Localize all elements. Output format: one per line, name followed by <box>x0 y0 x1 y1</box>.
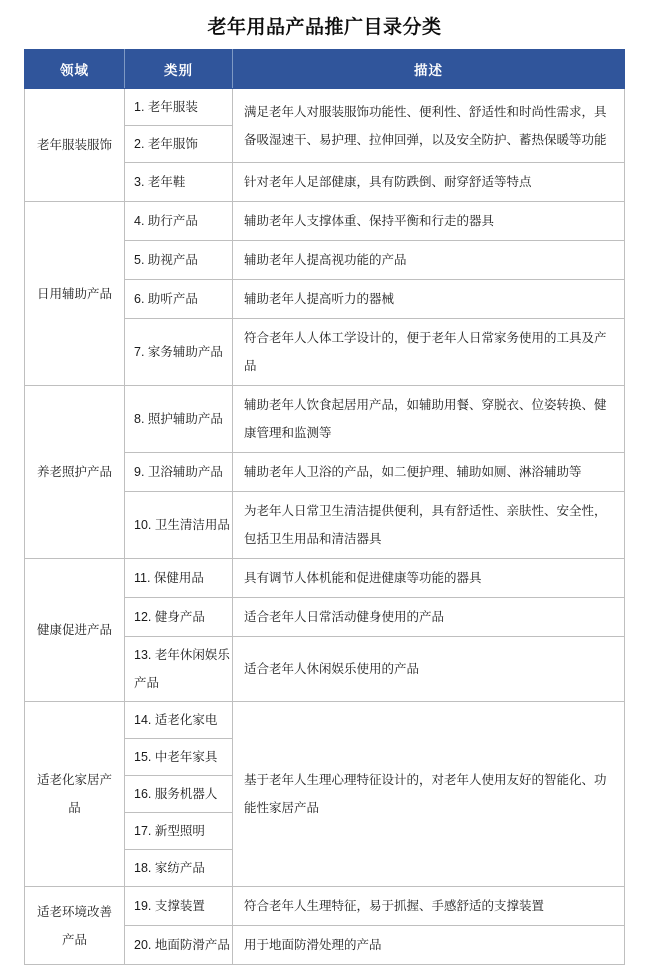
category-cell: 16. 服务机器人 <box>125 776 233 813</box>
description-cell: 具有调节人体机能和促进健康等功能的器具 <box>233 559 625 598</box>
table-row <box>25 89 625 126</box>
column-header-description: 描述 <box>233 50 625 89</box>
category-cell: 7. 家务辅助产品 <box>125 319 233 386</box>
description-cell: 辅助老年人饮食起居用产品，如辅助用餐、穿脱衣、位姿转换、健康管理和监测等 <box>233 386 625 453</box>
description-cell: 符合老年人生理特征，易于抓握、手感舒适的支撑装置 <box>233 887 625 926</box>
description-cell: 满足老年人对服装服饰功能性、便利性、舒适性和时尚性需求，具备吸湿速干、易护理、拉伸回弹，以及安全防护、蓄热保暖等功能 <box>233 89 625 163</box>
table-row <box>25 887 625 926</box>
description-cell: 针对老年人足部健康，具有防跌倒、耐穿舒适等特点 <box>233 163 625 202</box>
description-cell: 用于地面防滑处理的产品 <box>233 926 625 965</box>
category-cell: 18. 家纺产品 <box>125 850 233 887</box>
category-cell: 11. 保健用品 <box>125 559 233 598</box>
category-cell: 13. 老年休闲娱乐产品 <box>125 637 233 702</box>
category-cell: 14. 适老化家电 <box>125 702 233 739</box>
domain-cell: 老年服装服饰 <box>25 89 125 202</box>
domain-cell: 养老照护产品 <box>25 386 125 559</box>
table-body <box>25 89 625 965</box>
category-cell: 4. 助行产品 <box>125 202 233 241</box>
table-header <box>25 50 625 89</box>
category-cell: 19. 支撑装置 <box>125 887 233 926</box>
domain-cell: 适老环境改善产品 <box>25 887 125 965</box>
category-cell: 5. 助视产品 <box>125 241 233 280</box>
table-header-row <box>25 50 625 89</box>
description-cell: 辅助老年人提高听力的器械 <box>233 280 625 319</box>
page-title: 老年用品产品推广目录分类 <box>207 17 442 38</box>
table-row <box>25 702 625 739</box>
category-cell: 20. 地面防滑产品 <box>125 926 233 965</box>
description-cell: 辅助老年人卫浴的产品，如二便护理、辅助如厕、淋浴辅助等 <box>233 453 625 492</box>
table-row <box>25 202 625 241</box>
catalog-table <box>24 49 625 965</box>
description-cell: 为老年人日常卫生清洁提供便利，具有舒适性、亲肤性、安全性，包括卫生用品和清洁器具 <box>233 492 625 559</box>
description-cell: 基于老年人生理心理特征设计的，对老年人使用友好的智能化、功能性家居产品 <box>233 702 625 887</box>
description-cell: 辅助老年人提高视功能的产品 <box>233 241 625 280</box>
description-cell: 适合老年人休闲娱乐使用的产品 <box>233 637 625 702</box>
domain-cell: 日用辅助产品 <box>25 202 125 386</box>
domain-cell: 适老化家居产品 <box>25 702 125 887</box>
table-row <box>25 559 625 598</box>
category-cell: 1. 老年服装 <box>125 89 233 126</box>
category-cell: 6. 助听产品 <box>125 280 233 319</box>
category-cell: 3. 老年鞋 <box>125 163 233 202</box>
description-cell: 辅助老年人支撑体重、保持平衡和行走的器具 <box>233 202 625 241</box>
category-cell: 17. 新型照明 <box>125 813 233 850</box>
table-row <box>25 386 625 453</box>
domain-cell: 健康促进产品 <box>25 559 125 702</box>
category-cell: 2. 老年服饰 <box>125 126 233 163</box>
column-header-domain: 领域 <box>25 50 125 89</box>
description-cell: 适合老年人日常活动健身使用的产品 <box>233 598 625 637</box>
category-cell: 12. 健身产品 <box>125 598 233 637</box>
description-cell: 符合老年人人体工学设计的，便于老年人日常家务使用的工具及产品 <box>233 319 625 386</box>
category-cell: 10. 卫生清洁用品 <box>125 492 233 559</box>
category-cell: 8. 照护辅助产品 <box>125 386 233 453</box>
category-cell: 15. 中老年家具 <box>125 739 233 776</box>
column-header-category: 类别 <box>125 50 233 89</box>
category-cell: 9. 卫浴辅助产品 <box>125 453 233 492</box>
